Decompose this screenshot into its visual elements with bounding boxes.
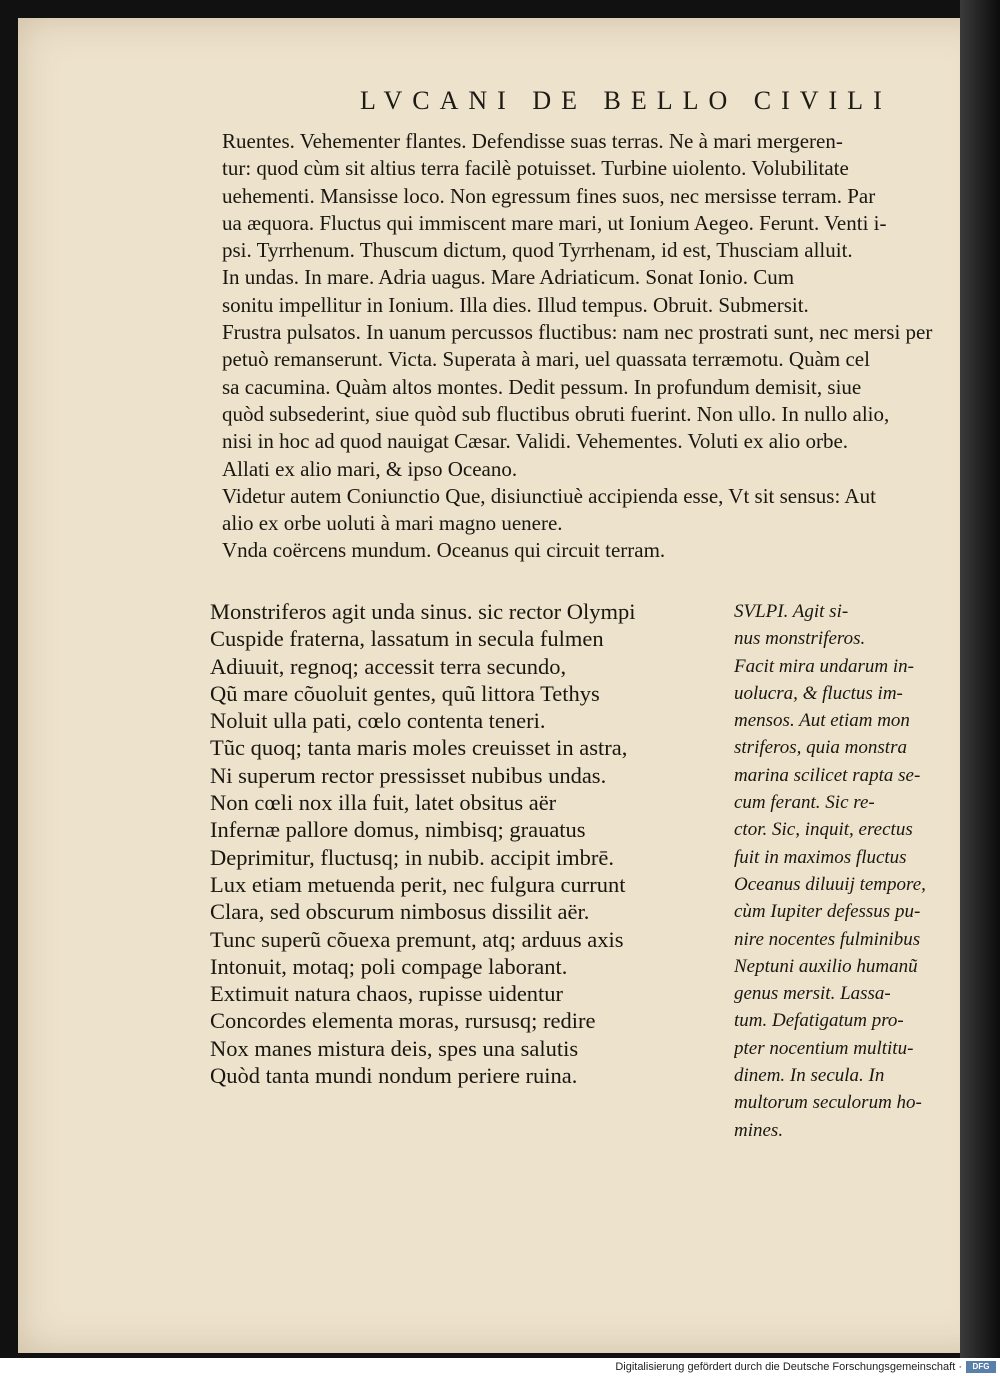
side-commentary-block bbox=[734, 598, 964, 1144]
side-commentary-line: cùm Iupiter defessus pu- bbox=[734, 901, 921, 923]
commentary-line: Ruentes. Vehementer flantes. Defendisse suas terras. Ne à mari mergeren- bbox=[222, 129, 843, 153]
commentary-line: Frustra pulsatos. In uanum percussos fluctibus: nam nec prostrati sunt, nec mersi per bbox=[222, 320, 933, 345]
verse-line: Quòd tanta mundi nondum periere ruina. bbox=[210, 1063, 578, 1089]
side-commentary-line: ctor. Sic, inquit, erectus bbox=[734, 819, 913, 841]
running-head: LVCANI DE BELLO CIVILI bbox=[360, 86, 892, 115]
commentary-line: Allati ex alio mari, & ipso Oceano. bbox=[222, 456, 518, 481]
verse-line: Lux etiam metuenda perit, nec fulgura currunt bbox=[210, 871, 626, 897]
side-commentary-line: pter nocentium multitu- bbox=[734, 1037, 914, 1059]
verse-line: Extimuit natura chaos, rupisse uidentur bbox=[210, 981, 564, 1007]
digitization-footer bbox=[0, 1358, 1000, 1376]
verse-block bbox=[210, 598, 740, 1089]
commentary-line: alio ex orbe uoluti à mari magno uenere. bbox=[222, 511, 563, 536]
side-commentary-line: Neptuni auxilio humanũ bbox=[734, 955, 918, 977]
commentary-block bbox=[222, 128, 962, 565]
verse-line: Nox manes mistura deis, spes una salutis bbox=[210, 1035, 579, 1061]
commentary-line: petuò remanserunt. Victa. Superata à mari, uel quassata terræmotu. Quàm cel bbox=[222, 347, 870, 372]
verse-line: Adiuuit, regnoq; accessit terra secundo, bbox=[210, 653, 567, 679]
side-commentary-line: nus monstriferos. bbox=[734, 628, 866, 650]
commentary-line: uehementi. Mansisse loco. Non egressum fines suos, nec mersisse terram. Par bbox=[222, 183, 876, 208]
verse-line: Cuspide fraterna, lassatum in secula fulmen bbox=[210, 626, 604, 652]
side-commentary-line: Oceanus diluuij tempore, bbox=[734, 873, 926, 895]
verse-line: Intonuit, motaq; poli compage laborant. bbox=[210, 953, 568, 979]
side-commentary-line: nire nocentes fulminibus bbox=[734, 928, 921, 950]
side-commentary-line: marina scilicet rapta se- bbox=[734, 764, 921, 786]
commentary-line: Videtur autem Coniunctio Que, disiunctiuè accipienda esse, Vt sit sensus: Aut bbox=[222, 483, 876, 508]
side-commentary-line: genus mersit. Lassa- bbox=[734, 983, 891, 1005]
commentary-line: nisi in hoc ad quod nauigat Cæsar. Validi. Vehementes. Voluti ex alio orbe. bbox=[222, 429, 849, 454]
side-commentary-line: uolucra, & fluctus im- bbox=[734, 682, 903, 704]
commentary-line: psi. Tyrrhenum. Thuscum dictum, quod Tyrrhenam, id est, Thusciam alluit. bbox=[222, 238, 853, 263]
verse-line: Qũ mare cõuoluit gentes, quũ littora Tethys bbox=[210, 680, 600, 706]
footer-credit-text: Digitalisierung gefördert durch die Deutsche Forschungsgemeinschaft · bbox=[615, 1361, 962, 1373]
side-commentary-line: SVLPI. Agit si- bbox=[734, 601, 849, 622]
side-commentary-line: mensos. Aut etiam mon bbox=[734, 710, 910, 732]
verse-line: Monstriferos agit unda sinus. sic rector Olympi bbox=[210, 599, 636, 624]
commentary-line: In undas. In mare. Adria uagus. Mare Adriaticum. Sonat Ionio. Cum bbox=[222, 265, 795, 290]
side-commentary-line: dinem. In secula. In bbox=[734, 1065, 885, 1087]
verse-line: Noluit ulla pati, cœlo contenta teneri. bbox=[210, 708, 546, 734]
verse-line: Infernæ pallore domus, nimbisq; grauatus bbox=[210, 817, 586, 843]
commentary-line: Vnda coërcens mundum. Oceanus qui circuit terram. bbox=[222, 538, 666, 563]
side-commentary-line: cum ferant. Sic re- bbox=[734, 792, 875, 814]
dfg-logo-icon: DFG bbox=[966, 1361, 996, 1373]
verse-line: Clara, sed obscurum nimbosus dissilit aër. bbox=[210, 899, 590, 925]
verse-line: Deprimitur, fluctusq; in nubib. accipit imbrē. bbox=[210, 844, 615, 870]
verse-line: Tũc quoq; tanta maris moles creuisset in astra, bbox=[210, 735, 628, 761]
verse-line: Ni superum rector pressisset nubibus undas. bbox=[210, 762, 607, 788]
commentary-line: sonitu impellitur in Ionium. Illa dies. Illud tempus. Obruit. Submersit. bbox=[222, 292, 809, 317]
side-commentary-line: Facit mira undarum in- bbox=[734, 655, 914, 677]
verse-line: Tunc superũ cõuexa premunt, atq; arduus axis bbox=[210, 926, 624, 952]
side-commentary-line: fuit in maximos fluctus bbox=[734, 846, 907, 868]
commentary-line: sa cacumina. Quàm altos montes. Dedit pessum. In profundum demisit, siue bbox=[222, 374, 862, 399]
commentary-line: tur: quod cùm sit altius terra facilè potuisset. Turbine uiolento. Volubilitate bbox=[222, 156, 849, 181]
commentary-line: quòd subsederint, siue quòd sub fluctibus obruti fuerint. Non ullo. In nullo alio, bbox=[222, 401, 890, 426]
verse-line: Non cœli nox illa fuit, latet obsitus aër bbox=[210, 790, 557, 816]
side-commentary-line: mines. bbox=[734, 1119, 784, 1141]
verse-line: Concordes elementa moras, rursusq; redire bbox=[210, 1008, 596, 1034]
side-commentary-line: striferos, quia monstra bbox=[734, 737, 907, 759]
page-gutter bbox=[960, 0, 1000, 1358]
side-commentary-line: multorum seculorum ho- bbox=[734, 1092, 922, 1114]
side-commentary-line: tum. Defatigatum pro- bbox=[734, 1010, 904, 1032]
commentary-line: ua æquora. Fluctus qui immiscent mare mari, ut Ionium Aegeo. Ferunt. Venti i- bbox=[222, 210, 887, 235]
